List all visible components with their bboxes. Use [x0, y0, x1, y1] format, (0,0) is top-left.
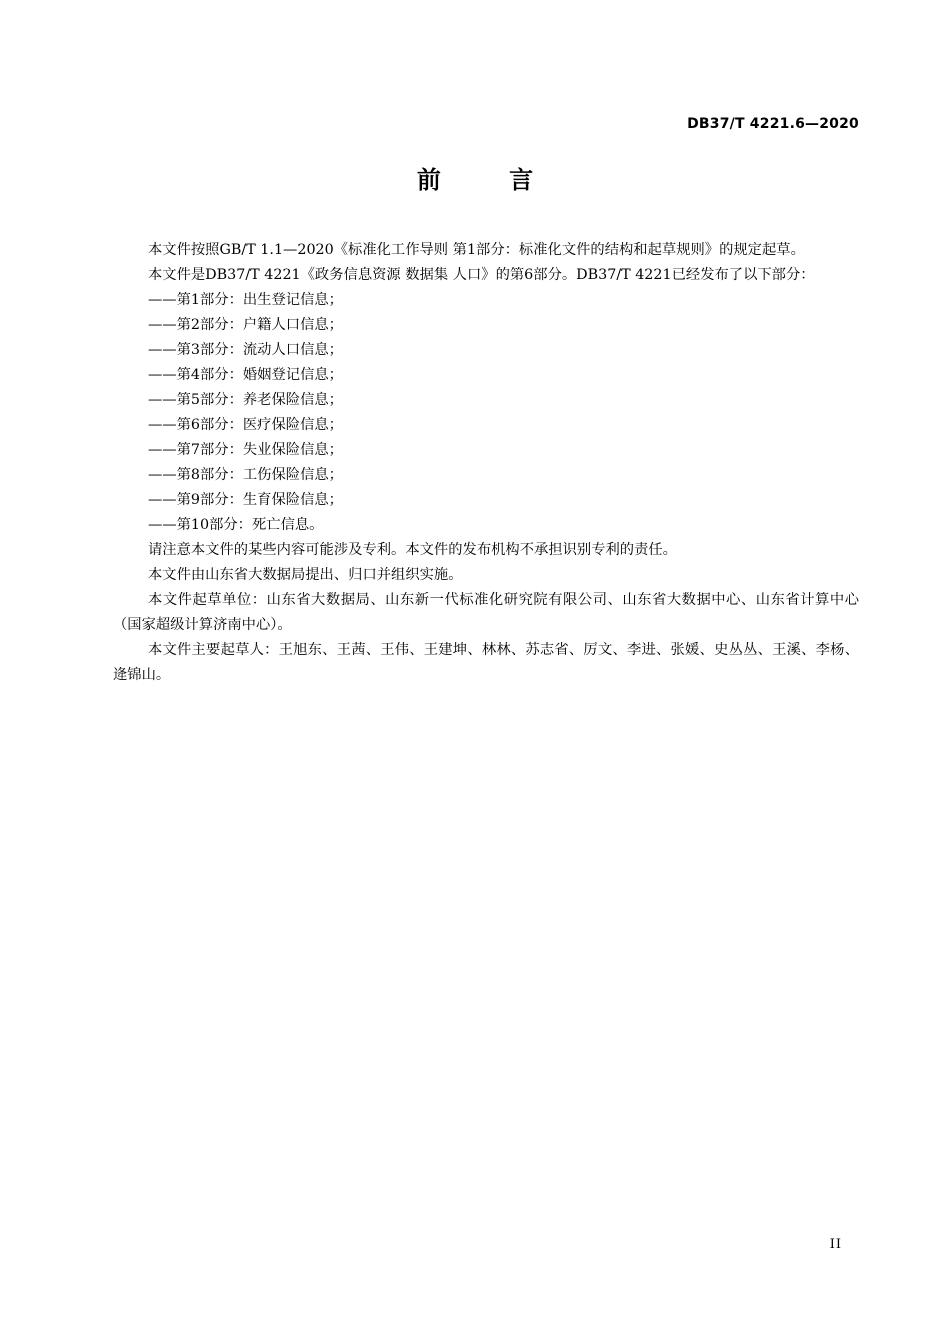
series-intro-paragraph: 本文件是DB37/T 4221《政务信息资源 数据集 人口》的第6部分。DB37/T 4221已经发布了以下部分： [148, 267, 815, 283]
patent-notice-paragraph: 请注意本文件的某些内容可能涉及专利。本文件的发布机构不承担识别专利的责任。 [148, 542, 677, 558]
page-number: II [829, 1237, 842, 1252]
list-item: ——第3部分：流动人口信息； [148, 342, 343, 358]
list-item: ——第2部分：户籍人口信息； [148, 317, 343, 333]
page-title: 前 言 [416, 166, 564, 194]
parts-list [113, 288, 859, 538]
drafting-units-paragraph: 本文件起草单位：山东省大数据局、山东新一代标准化研究院有限公司、山东省大数据中心、山东省计算中心（国家超级计算济南中心）。 [113, 592, 859, 633]
drafters-paragraph: 本文件主要起草人：王旭东、王茜、王伟、王建坤、林林、苏志省、厉文、李进、张媛、史丛丛、王溪、李杨、逄锦山。 [113, 642, 859, 683]
foreword-body [113, 238, 859, 688]
drafting-rules-paragraph: 本文件按照GB/T 1.1—2020《标准化工作导则 第1部分：标准化文件的结构和起草规则》的规定起草。 [148, 242, 805, 258]
list-item: ——第4部分：婚姻登记信息； [148, 367, 343, 383]
list-item: ——第10部分：死亡信息。 [148, 517, 324, 533]
list-item: ——第5部分：养老保险信息； [148, 392, 343, 408]
list-item: ——第8部分：工伤保险信息； [148, 467, 343, 483]
list-item: ——第9部分：生育保险信息； [148, 492, 343, 508]
list-item: ——第1部分：出生登记信息； [148, 292, 343, 308]
list-item: ——第6部分：医疗保险信息； [148, 417, 343, 433]
standard-code: DB37/T 4221.6—2020 [687, 116, 859, 132]
proposer-paragraph: 本文件由山东省大数据局提出、归口并组织实施。 [148, 567, 463, 583]
list-item: ——第7部分：失业保险信息； [148, 442, 343, 458]
